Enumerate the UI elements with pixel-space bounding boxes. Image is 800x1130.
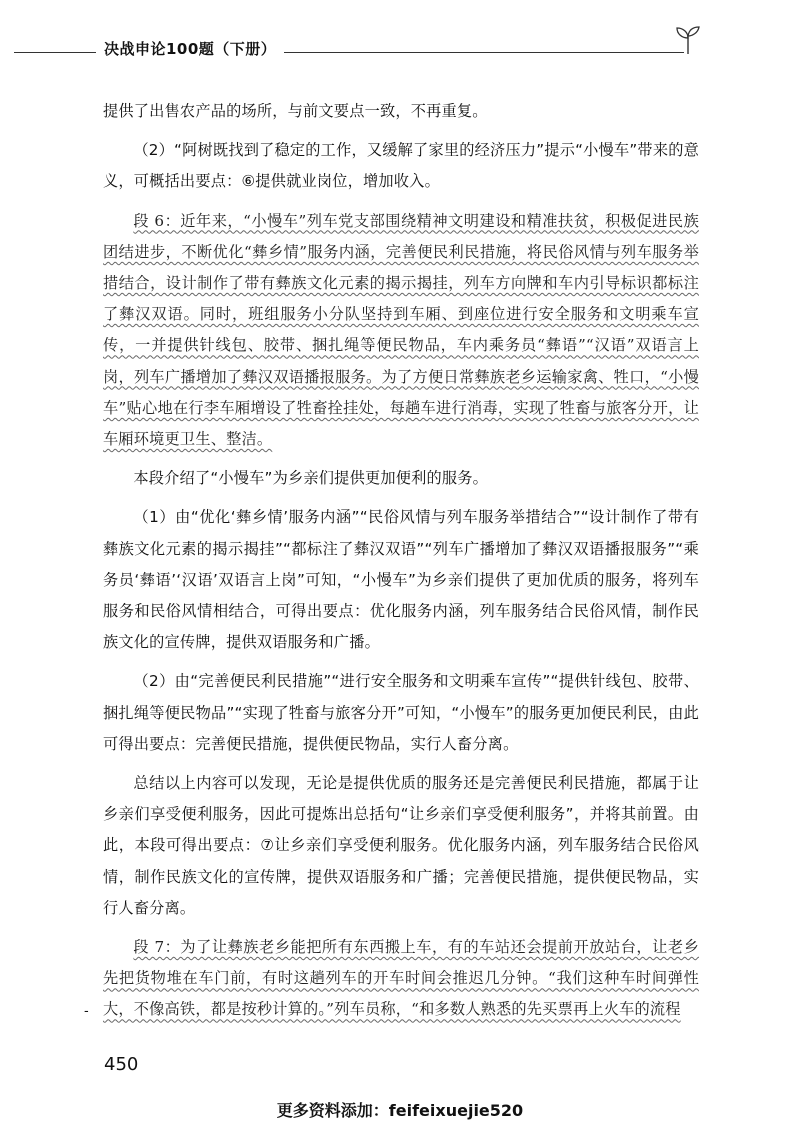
analysis-point-2b: （2）由“完善便民利民措施”“进行安全服务和文明乘车宣传”“提供针线包、胶带、捆扎绳等便民物品”“实现了牲畜与旅客分开”可知，“小慢车”的服务更加便民利民，由此可得出要点：完善便民措施，提供便民物品，实行人畜分离。 — [103, 672, 699, 753]
paragraph-continuation: 提供了出售农产品的场所，与前文要点一致，不再重复。 — [103, 102, 488, 120]
book-title: 决战申论100题（下册） — [96, 38, 284, 59]
footer-note: 更多资料添加：feifeixuejie520 — [276, 1101, 524, 1120]
margin-mark: - — [84, 1004, 89, 1019]
paragraph-summary: 本段介绍了“小慢车”为乡亲们提供更加便利的服务。 — [133, 469, 489, 488]
page-content — [103, 96, 699, 1034]
source-paragraph-6: 段 6：近年来，“小慢车”列车党支部围绕精神文明建设和精准扶贫，积极促进民族团结进步，不断优化“彝乡情”服务内涵，完善便民利民措施，将民俗风情与列车服务举措结合，设计制作了带有彝族文化元素的揭示揭挂，列车方向牌和车内引导标识都标注了彝汉双语。同时，班组服务小分队坚持到车厢、到座位进行安全服务和文明乘车宣传，一并提供针线包、胶带、捆扎绳等便民物品，车内乘务员“彝语”“汉语”双语言上岗，列车广播增加了彝汉双语播报服务。为了方便日常彝族老乡运输家禽、牲口，“小慢车”贴心地在行李车厢增设了牲畜拴挂处，每趟车进行消毒，实现了牲畜与旅客分开，让车厢环境更卫生、整洁。 — [103, 211, 699, 449]
analysis-point-1: （1）由“优化‘彝乡情’服务内涵”“民俗风情与列车服务举措结合”“设计制作了带有彝族文化元素的揭示揭挂”“都标注了彝汉双语”“列车广播增加了彝汉双语播报服务”“乘务员‘彝语’‘汉语’双语言上岗”可知，“小慢车”为乡亲们提供了更加优质的服务，将列车服务和民俗风情相结合，可得出要点：优化服务内涵，列车服务结合民俗风情，制作民族文化的宣传牌，提供双语服务和广播。 — [103, 508, 699, 652]
page-header — [0, 0, 800, 80]
page-number: 450 — [104, 1054, 139, 1075]
analysis-point-2: （2）“阿树既找到了稳定的工作，又缓解了家里的经济压力”提示“小慢车”带来的意义，可概括出要点：⑥提供就业岗位，增加收入。 — [103, 141, 699, 191]
summary-conclusion: 总结以上内容可以发现，无论是提供优质的服务还是完善便民利民措施，都属于让乡亲们享受便利服务，因此可提炼出总括句“让乡亲们享受便利服务”，并将其前置。由此，本段可得出要点：⑦让乡亲们享受便利服务。优化服务内涵，列车服务结合民俗风情，制作民族文化的宣传牌，提供双语服务和广播；完善便民措施，提供便民物品，实行人畜分离。 — [103, 774, 699, 917]
source-paragraph-7: 段 7：为了让彝族老乡能把所有东西搬上车，有的车站还会提前开放站台，让老乡先把货物堆在车门前，有时这趟列车的开车时间会推迟几分钟。“我们这种车时间弹性大，不像高铁，都是按秒计算的。”列车员称，“和多数人熟悉的先买票再上火车的流程 — [103, 938, 699, 1019]
sprout-icon — [674, 24, 702, 56]
